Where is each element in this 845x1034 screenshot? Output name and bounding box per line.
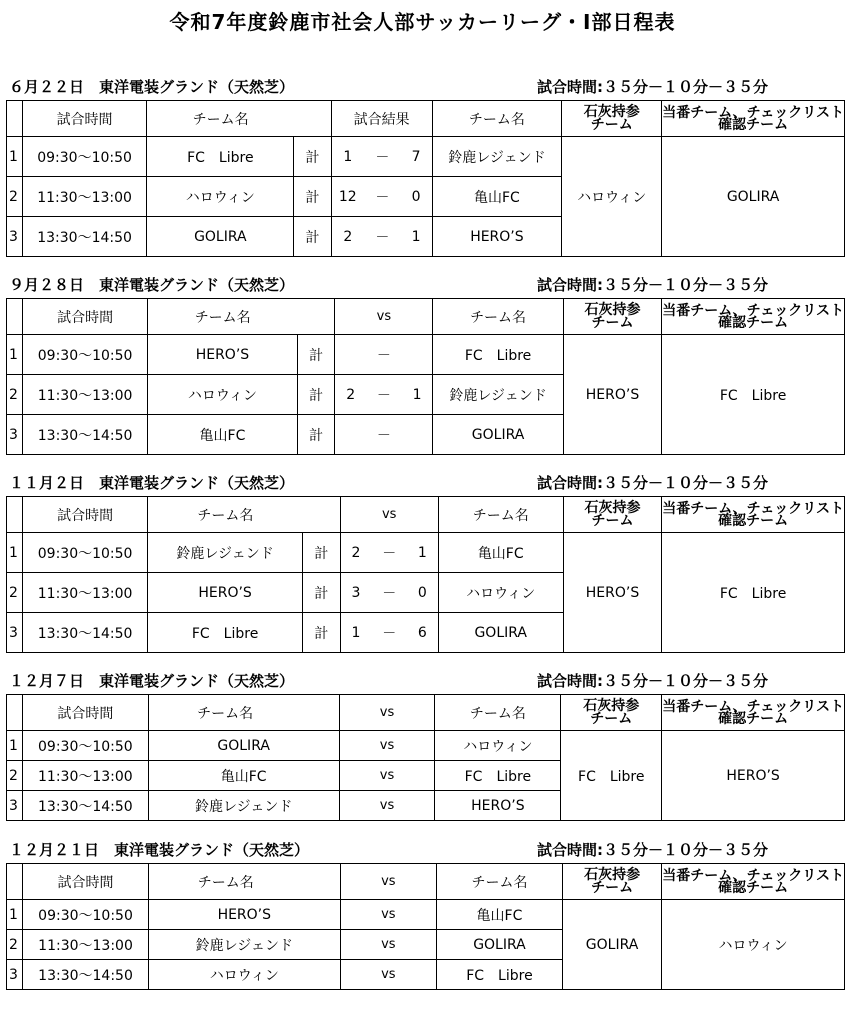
header-time: 試合時間 xyxy=(23,299,148,335)
schedule-section xyxy=(0,274,845,444)
home-score: 1 xyxy=(331,137,364,177)
match-date: ６月２２日 東洋電装グランド（天然芝） xyxy=(9,78,295,96)
header-duty-team: 当番チーム、チェックリスト 確認チーム xyxy=(662,864,845,900)
calc-mark: 計 xyxy=(294,217,331,257)
home-team: 亀山FC xyxy=(148,761,339,791)
match-time: 13:30～14:50 xyxy=(23,791,149,821)
table-row xyxy=(7,335,845,375)
section-header xyxy=(0,670,845,692)
match-time: 11:30～13:00 xyxy=(23,375,148,415)
match-date: １２月２１日 東洋電装グランド（天然芝） xyxy=(9,841,310,859)
table-header-row xyxy=(7,497,845,533)
table-row xyxy=(7,900,845,930)
away-score: 0 xyxy=(407,573,438,613)
duty-team: GOLIRA xyxy=(662,137,845,257)
match-time: 11:30～13:00 xyxy=(22,177,146,217)
lime-team: FC Libre xyxy=(561,731,662,821)
table-header-row xyxy=(7,299,845,335)
schedule-table xyxy=(6,496,845,653)
match-number: 1 xyxy=(7,137,23,177)
match-number: 3 xyxy=(7,217,23,257)
header-duty-team: 当番チーム、チェックリスト 確認チーム xyxy=(662,101,845,137)
match-number: 2 xyxy=(7,930,23,960)
match-time: 13:30～14:50 xyxy=(22,217,146,257)
home-team: FC Libre xyxy=(147,137,294,177)
duty-team: FC Libre xyxy=(662,533,845,653)
away-team: 亀山FC xyxy=(437,900,563,930)
away-team: ハロウィン xyxy=(435,731,561,761)
away-team: 亀山FC xyxy=(438,533,563,573)
vs-label: vs xyxy=(340,900,436,930)
match-number: 2 xyxy=(7,573,23,613)
match-time: 09:30～10:50 xyxy=(23,731,149,761)
table-row xyxy=(7,731,845,761)
header-away-team: チーム名 xyxy=(432,101,562,137)
away-team: 鈴鹿レジェンド xyxy=(432,137,562,177)
table-header-row xyxy=(7,695,845,731)
header-time: 試合時間 xyxy=(23,695,149,731)
away-score: 1 xyxy=(401,217,433,257)
home-team: 鈴鹿レジェンド xyxy=(148,930,340,960)
header-time: 試合時間 xyxy=(23,497,148,533)
header-time: 試合時間 xyxy=(23,864,149,900)
schedule-section xyxy=(0,670,845,815)
schedule-table xyxy=(6,863,845,990)
header-home-team: チーム名 xyxy=(148,695,302,731)
header-result: 試合結果 xyxy=(331,101,432,137)
table-row xyxy=(7,533,845,573)
match-number: 1 xyxy=(7,335,23,375)
away-team: FC Libre xyxy=(433,335,564,375)
score-dash: － xyxy=(371,533,407,573)
match-number: 1 xyxy=(7,533,23,573)
lime-team: HERO’S xyxy=(563,533,661,653)
header-away-team: チーム名 xyxy=(437,864,563,900)
header-home-team: チーム名 xyxy=(147,101,294,137)
vs-label: vs xyxy=(340,960,436,990)
away-score: 7 xyxy=(401,137,433,177)
home-score: 1 xyxy=(340,613,371,653)
lime-team: ハロウィン xyxy=(562,137,662,257)
table-header-row xyxy=(7,101,845,137)
away-team: GOLIRA xyxy=(437,930,563,960)
away-team: GOLIRA xyxy=(438,613,563,653)
header-away-team: チーム名 xyxy=(433,299,564,335)
home-team: FC Libre xyxy=(148,613,303,653)
header-home-team: チーム名 xyxy=(148,864,302,900)
home-team: GOLIRA xyxy=(148,731,339,761)
score-dash: － xyxy=(366,335,402,375)
vs-label: vs xyxy=(339,791,435,821)
match-number: 3 xyxy=(7,613,23,653)
header-vs: vs xyxy=(340,497,438,533)
home-score xyxy=(335,335,366,375)
away-score xyxy=(402,415,433,455)
match-duration: 試合時間:３５分－１０分－３５分 xyxy=(537,841,769,859)
match-time: 09:30～10:50 xyxy=(23,335,148,375)
header-duty-team: 当番チーム、チェックリスト 確認チーム xyxy=(662,299,845,335)
match-number: 3 xyxy=(7,415,23,455)
home-team: GOLIRA xyxy=(147,217,294,257)
match-duration: 試合時間:３５分－１０分－３５分 xyxy=(537,78,769,96)
table-row xyxy=(7,137,845,177)
match-number: 1 xyxy=(7,731,23,761)
score-dash: － xyxy=(366,415,402,455)
calc-mark: 計 xyxy=(294,137,331,177)
match-number: 2 xyxy=(7,761,23,791)
match-duration: 試合時間:３５分－１０分－３５分 xyxy=(537,672,769,690)
match-time: 09:30～10:50 xyxy=(22,137,146,177)
home-team: 鈴鹿レジェンド xyxy=(148,533,303,573)
away-score xyxy=(402,335,433,375)
match-time: 11:30～13:00 xyxy=(23,930,149,960)
header-duty-team: 当番チーム、チェックリスト 確認チーム xyxy=(662,497,845,533)
home-team: HERO’S xyxy=(148,573,303,613)
match-number: 1 xyxy=(7,900,23,930)
home-score: 2 xyxy=(331,217,364,257)
schedule-section xyxy=(0,76,845,246)
away-team: GOLIRA xyxy=(433,415,564,455)
match-number: 2 xyxy=(7,375,23,415)
header-lime-team: 石灰持参 チーム xyxy=(561,695,662,731)
schedule-section xyxy=(0,472,845,642)
home-score xyxy=(335,415,366,455)
header-away-team: チーム名 xyxy=(435,695,561,731)
page-title: 令和7年度鈴鹿市社会人部サッカーリーグ・Ⅰ部日程表 xyxy=(169,10,676,34)
home-score: 3 xyxy=(340,573,371,613)
home-score: 2 xyxy=(335,375,366,415)
schedule-table xyxy=(6,100,845,257)
match-duration: 試合時間:３５分－１０分－３５分 xyxy=(537,276,769,294)
schedule-table xyxy=(6,298,845,455)
score-dash: － xyxy=(371,613,407,653)
vs-label: vs xyxy=(339,761,435,791)
away-team: HERO’S xyxy=(435,791,561,821)
home-team: HERO’S xyxy=(148,335,298,375)
section-header xyxy=(0,274,845,296)
away-score: 6 xyxy=(407,613,438,653)
header-vs: vs xyxy=(340,864,436,900)
header-lime-team: 石灰持参 チーム xyxy=(562,101,662,137)
match-duration: 試合時間:３５分－１０分－３５分 xyxy=(537,474,769,492)
calc-mark: 計 xyxy=(297,375,335,415)
duty-team: HERO’S xyxy=(662,731,845,821)
match-time: 13:30～14:50 xyxy=(23,960,149,990)
away-team: FC Libre xyxy=(435,761,561,791)
score-dash: － xyxy=(364,137,400,177)
header-vs: vs xyxy=(339,695,435,731)
duty-team: ハロウィン xyxy=(662,900,845,990)
away-team: HERO’S xyxy=(432,217,562,257)
schedule-table xyxy=(6,694,845,821)
away-team: ハロウィン xyxy=(438,573,563,613)
match-date: １２月７日 東洋電装グランド（天然芝） xyxy=(9,672,295,690)
away-team: 鈴鹿レジェンド xyxy=(433,375,564,415)
calc-mark: 計 xyxy=(303,613,341,653)
home-team: ハロウィン xyxy=(148,375,298,415)
score-dash: － xyxy=(364,217,400,257)
match-number: 2 xyxy=(7,177,23,217)
vs-label: vs xyxy=(339,731,435,761)
match-number: 3 xyxy=(7,791,23,821)
section-header xyxy=(0,76,845,98)
header-lime-team: 石灰持参 チーム xyxy=(563,497,661,533)
lime-team: HERO’S xyxy=(563,335,661,455)
score-dash: － xyxy=(364,177,400,217)
vs-label: vs xyxy=(340,930,436,960)
score-dash: － xyxy=(371,573,407,613)
home-score: 2 xyxy=(340,533,371,573)
match-time: 09:30～10:50 xyxy=(23,533,148,573)
header-vs: vs xyxy=(335,299,433,335)
header-duty-team: 当番チーム、チェックリスト 確認チーム xyxy=(662,695,845,731)
home-team: ハロウィン xyxy=(147,177,294,217)
away-score: 0 xyxy=(401,177,433,217)
header-away-team: チーム名 xyxy=(438,497,563,533)
away-team: FC Libre xyxy=(437,960,563,990)
match-number: 3 xyxy=(7,960,23,990)
home-team: 鈴鹿レジェンド xyxy=(148,791,339,821)
header-time: 試合時間 xyxy=(22,101,146,137)
match-time: 11:30～13:00 xyxy=(23,573,148,613)
home-team: HERO’S xyxy=(148,900,340,930)
header-lime-team: 石灰持参 チーム xyxy=(562,864,661,900)
away-team: 亀山FC xyxy=(432,177,562,217)
calc-mark: 計 xyxy=(303,533,341,573)
section-header xyxy=(0,472,845,494)
calc-mark: 計 xyxy=(297,335,335,375)
lime-team: GOLIRA xyxy=(562,900,661,990)
header-home-team: チーム名 xyxy=(148,299,298,335)
home-team: 亀山FC xyxy=(148,415,298,455)
header-home-team: チーム名 xyxy=(148,497,303,533)
calc-mark: 計 xyxy=(294,177,331,217)
away-score: 1 xyxy=(402,375,433,415)
schedule-section xyxy=(0,839,845,984)
calc-mark: 計 xyxy=(303,573,341,613)
table-header-row xyxy=(7,864,845,900)
match-time: 13:30～14:50 xyxy=(23,415,148,455)
match-date: １１月２日 東洋電装グランド（天然芝） xyxy=(9,474,295,492)
away-score: 1 xyxy=(407,533,438,573)
calc-mark: 計 xyxy=(297,415,335,455)
match-time: 09:30～10:50 xyxy=(23,900,149,930)
match-time: 11:30～13:00 xyxy=(23,761,149,791)
duty-team: FC Libre xyxy=(662,335,845,455)
home-score: 12 xyxy=(331,177,364,217)
match-date: ９月２８日 東洋電装グランド（天然芝） xyxy=(9,276,295,294)
score-dash: － xyxy=(366,375,402,415)
section-header xyxy=(0,839,845,861)
header-lime-team: 石灰持参 チーム xyxy=(563,299,661,335)
home-team: ハロウィン xyxy=(148,960,340,990)
match-time: 13:30～14:50 xyxy=(23,613,148,653)
